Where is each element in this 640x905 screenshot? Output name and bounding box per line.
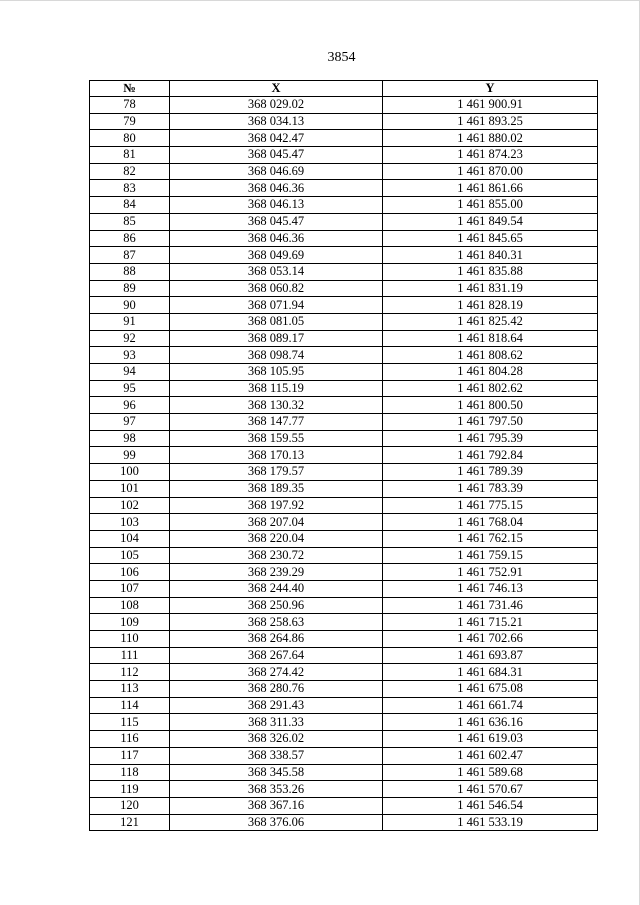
x-coordinate-cell: 368 367.16 — [170, 797, 383, 814]
point-number-cell: 96 — [90, 397, 170, 414]
point-number-cell: 118 — [90, 764, 170, 781]
y-coordinate-cell: 1 461 775.15 — [383, 497, 598, 514]
point-number-cell: 119 — [90, 781, 170, 798]
y-coordinate-cell: 1 461 783.39 — [383, 480, 598, 497]
point-number-cell: 114 — [90, 697, 170, 714]
y-coordinate-cell: 1 461 808.62 — [383, 347, 598, 364]
x-coordinate-cell: 368 250.96 — [170, 597, 383, 614]
point-number-cell: 112 — [90, 664, 170, 681]
table-row — [90, 147, 598, 164]
y-coordinate-cell: 1 461 768.04 — [383, 514, 598, 531]
y-coordinate-cell: 1 461 861.66 — [383, 180, 598, 197]
table-row — [90, 163, 598, 180]
point-number-cell: 120 — [90, 797, 170, 814]
point-number-cell: 108 — [90, 597, 170, 614]
y-coordinate-cell: 1 461 715.21 — [383, 614, 598, 631]
x-coordinate-cell: 368 046.36 — [170, 180, 383, 197]
y-coordinate-cell: 1 461 684.31 — [383, 664, 598, 681]
point-number-cell: 78 — [90, 97, 170, 114]
point-number-cell: 87 — [90, 247, 170, 264]
point-number-cell: 97 — [90, 414, 170, 431]
x-coordinate-cell: 368 060.82 — [170, 280, 383, 297]
y-coordinate-cell: 1 461 619.03 — [383, 731, 598, 748]
point-number-cell: 107 — [90, 580, 170, 597]
x-coordinate-cell: 368 267.64 — [170, 647, 383, 664]
y-coordinate-cell: 1 461 840.31 — [383, 247, 598, 264]
table-row — [90, 347, 598, 364]
table-row — [90, 97, 598, 114]
y-coordinate-cell: 1 461 893.25 — [383, 113, 598, 130]
table-row — [90, 514, 598, 531]
table-row — [90, 247, 598, 264]
point-number-cell: 86 — [90, 230, 170, 247]
x-coordinate-cell: 368 053.14 — [170, 263, 383, 280]
x-coordinate-cell: 368 098.74 — [170, 347, 383, 364]
x-coordinate-cell: 368 046.36 — [170, 230, 383, 247]
table-row — [90, 647, 598, 664]
y-coordinate-cell: 1 461 800.50 — [383, 397, 598, 414]
y-coordinate-cell: 1 461 762.15 — [383, 530, 598, 547]
x-coordinate-cell: 368 280.76 — [170, 681, 383, 698]
point-number-cell: 81 — [90, 147, 170, 164]
y-coordinate-cell: 1 461 797.50 — [383, 414, 598, 431]
x-coordinate-cell: 368 147.77 — [170, 414, 383, 431]
point-number-cell: 82 — [90, 163, 170, 180]
point-number-cell: 109 — [90, 614, 170, 631]
y-coordinate-cell: 1 461 880.02 — [383, 130, 598, 147]
table-row — [90, 263, 598, 280]
y-coordinate-cell: 1 461 870.00 — [383, 163, 598, 180]
y-coordinate-cell: 1 461 828.19 — [383, 297, 598, 314]
x-coordinate-cell: 368 338.57 — [170, 747, 383, 764]
table-row — [90, 397, 598, 414]
y-coordinate-cell: 1 461 845.65 — [383, 230, 598, 247]
x-coordinate-cell: 368 089.17 — [170, 330, 383, 347]
y-coordinate-cell: 1 461 835.88 — [383, 263, 598, 280]
x-coordinate-cell: 368 207.04 — [170, 514, 383, 531]
table-row — [90, 530, 598, 547]
x-coordinate-cell: 368 042.47 — [170, 130, 383, 147]
table-row — [90, 564, 598, 581]
table-row — [90, 681, 598, 698]
table-row — [90, 547, 598, 564]
point-number-cell: 95 — [90, 380, 170, 397]
x-coordinate-cell: 368 179.57 — [170, 464, 383, 481]
y-coordinate-cell: 1 461 831.19 — [383, 280, 598, 297]
x-coordinate-cell: 368 311.33 — [170, 714, 383, 731]
x-coordinate-cell: 368 071.94 — [170, 297, 383, 314]
table-row — [90, 464, 598, 481]
header-number: № — [90, 81, 170, 97]
x-coordinate-cell: 368 291.43 — [170, 697, 383, 714]
point-number-cell: 91 — [90, 313, 170, 330]
coordinates-table — [89, 80, 598, 831]
x-coordinate-cell: 368 264.86 — [170, 631, 383, 648]
point-number-cell: 121 — [90, 814, 170, 831]
point-number-cell: 113 — [90, 681, 170, 698]
table-row — [90, 297, 598, 314]
table-row — [90, 597, 598, 614]
x-coordinate-cell: 368 326.02 — [170, 731, 383, 748]
x-coordinate-cell: 368 170.13 — [170, 447, 383, 464]
header-row — [90, 81, 598, 97]
x-coordinate-cell: 368 353.26 — [170, 781, 383, 798]
y-coordinate-cell: 1 461 533.19 — [383, 814, 598, 831]
x-coordinate-cell: 368 105.95 — [170, 364, 383, 381]
y-coordinate-cell: 1 461 636.16 — [383, 714, 598, 731]
x-coordinate-cell: 368 220.04 — [170, 530, 383, 547]
x-coordinate-cell: 368 046.69 — [170, 163, 383, 180]
table-row — [90, 213, 598, 230]
x-coordinate-cell: 368 045.47 — [170, 147, 383, 164]
table-header — [90, 81, 598, 97]
y-coordinate-cell: 1 461 759.15 — [383, 547, 598, 564]
table-row — [90, 697, 598, 714]
x-coordinate-cell: 368 049.69 — [170, 247, 383, 264]
point-number-cell: 85 — [90, 213, 170, 230]
table-row — [90, 113, 598, 130]
point-number-cell: 104 — [90, 530, 170, 547]
table-row — [90, 197, 598, 214]
x-coordinate-cell: 368 244.40 — [170, 580, 383, 597]
y-coordinate-cell: 1 461 792.84 — [383, 447, 598, 464]
y-coordinate-cell: 1 461 849.54 — [383, 213, 598, 230]
x-coordinate-cell: 368 258.63 — [170, 614, 383, 631]
x-coordinate-cell: 368 029.02 — [170, 97, 383, 114]
point-number-cell: 116 — [90, 731, 170, 748]
x-coordinate-cell: 368 274.42 — [170, 664, 383, 681]
table-row — [90, 280, 598, 297]
point-number-cell: 100 — [90, 464, 170, 481]
page-number: 3854 — [327, 50, 356, 65]
table-row — [90, 614, 598, 631]
point-number-cell: 106 — [90, 564, 170, 581]
table-row — [90, 180, 598, 197]
point-number-cell: 98 — [90, 430, 170, 447]
x-coordinate-cell: 368 197.92 — [170, 497, 383, 514]
y-coordinate-cell: 1 461 789.39 — [383, 464, 598, 481]
page-edge-top — [0, 0, 640, 1]
header-y: Y — [383, 81, 598, 97]
y-coordinate-cell: 1 461 570.67 — [383, 781, 598, 798]
point-number-cell: 105 — [90, 547, 170, 564]
x-coordinate-cell: 368 115.19 — [170, 380, 383, 397]
y-coordinate-cell: 1 461 825.42 — [383, 313, 598, 330]
header-x: X — [170, 81, 383, 97]
x-coordinate-cell: 368 045.47 — [170, 213, 383, 230]
point-number-cell: 84 — [90, 197, 170, 214]
table-row — [90, 797, 598, 814]
y-coordinate-cell: 1 461 661.74 — [383, 697, 598, 714]
y-coordinate-cell: 1 461 602.47 — [383, 747, 598, 764]
y-coordinate-cell: 1 461 752.91 — [383, 564, 598, 581]
point-number-cell: 102 — [90, 497, 170, 514]
point-number-cell: 93 — [90, 347, 170, 364]
point-number-cell: 103 — [90, 514, 170, 531]
table-row — [90, 480, 598, 497]
x-coordinate-cell: 368 239.29 — [170, 564, 383, 581]
table-row — [90, 430, 598, 447]
table-row — [90, 580, 598, 597]
table-row — [90, 230, 598, 247]
point-number-cell: 115 — [90, 714, 170, 731]
x-coordinate-cell: 368 081.05 — [170, 313, 383, 330]
table-row — [90, 814, 598, 831]
point-number-cell: 94 — [90, 364, 170, 381]
point-number-cell: 101 — [90, 480, 170, 497]
table-row — [90, 380, 598, 397]
table-row — [90, 497, 598, 514]
y-coordinate-cell: 1 461 855.00 — [383, 197, 598, 214]
y-coordinate-cell: 1 461 818.64 — [383, 330, 598, 347]
table-row — [90, 714, 598, 731]
y-coordinate-cell: 1 461 546.54 — [383, 797, 598, 814]
x-coordinate-cell: 368 034.13 — [170, 113, 383, 130]
point-number-cell: 79 — [90, 113, 170, 130]
x-coordinate-cell: 368 376.06 — [170, 814, 383, 831]
y-coordinate-cell: 1 461 693.87 — [383, 647, 598, 664]
table-row — [90, 330, 598, 347]
x-coordinate-cell: 368 230.72 — [170, 547, 383, 564]
y-coordinate-cell: 1 461 795.39 — [383, 430, 598, 447]
x-coordinate-cell: 368 159.55 — [170, 430, 383, 447]
table-row — [90, 414, 598, 431]
point-number-cell: 110 — [90, 631, 170, 648]
y-coordinate-cell: 1 461 702.66 — [383, 631, 598, 648]
point-number-cell: 88 — [90, 263, 170, 280]
point-number-cell: 83 — [90, 180, 170, 197]
x-coordinate-cell: 368 130.32 — [170, 397, 383, 414]
y-coordinate-cell: 1 461 802.62 — [383, 380, 598, 397]
x-coordinate-cell: 368 046.13 — [170, 197, 383, 214]
y-coordinate-cell: 1 461 804.28 — [383, 364, 598, 381]
point-number-cell: 117 — [90, 747, 170, 764]
point-number-cell: 92 — [90, 330, 170, 347]
table-row — [90, 764, 598, 781]
table-row — [90, 664, 598, 681]
table-row — [90, 631, 598, 648]
table-body — [90, 97, 598, 831]
x-coordinate-cell: 368 345.58 — [170, 764, 383, 781]
point-number-cell: 99 — [90, 447, 170, 464]
y-coordinate-cell: 1 461 874.23 — [383, 147, 598, 164]
y-coordinate-cell: 1 461 675.08 — [383, 681, 598, 698]
table-row — [90, 781, 598, 798]
x-coordinate-cell: 368 189.35 — [170, 480, 383, 497]
table-row — [90, 313, 598, 330]
point-number-cell: 80 — [90, 130, 170, 147]
y-coordinate-cell: 1 461 731.46 — [383, 597, 598, 614]
y-coordinate-cell: 1 461 746.13 — [383, 580, 598, 597]
table-row — [90, 731, 598, 748]
table-row — [90, 447, 598, 464]
table-row — [90, 130, 598, 147]
point-number-cell: 90 — [90, 297, 170, 314]
table-row — [90, 747, 598, 764]
y-coordinate-cell: 1 461 900.91 — [383, 97, 598, 114]
point-number-cell: 89 — [90, 280, 170, 297]
table-row — [90, 364, 598, 381]
point-number-cell: 111 — [90, 647, 170, 664]
y-coordinate-cell: 1 461 589.68 — [383, 764, 598, 781]
